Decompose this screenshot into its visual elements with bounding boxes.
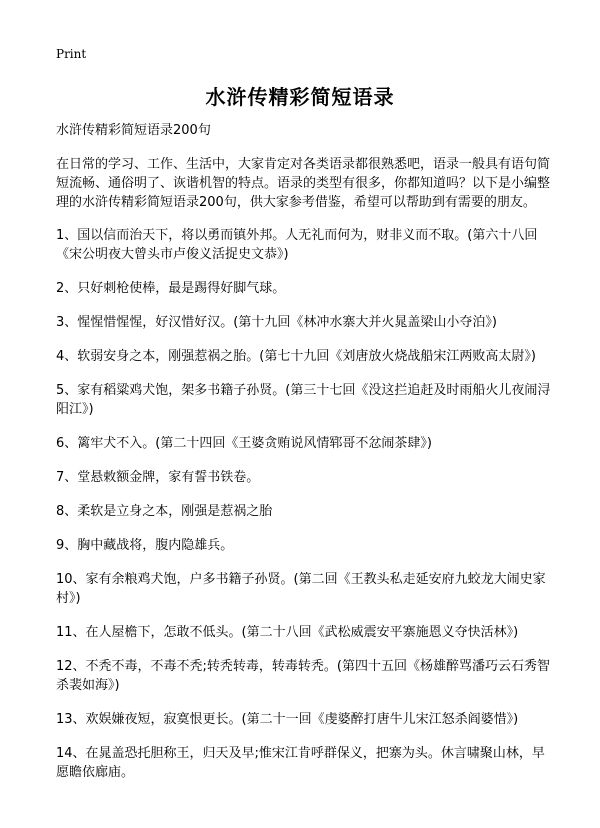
intro-paragraph: 在日常的学习、工作、生活中，大家肯定对各类语录都很熟悉吧，语录一般具有语句简短流畅、通俗明了、诙谐机智的特点。语录的类型有很多，你都知道吗？以下是小编整理的水浒传精彩简短语录200句，供大家参考借鉴，希望可以帮助到有需要的朋友。 (56, 157, 551, 210)
list-item: 1、国以信而治天下，将以勇而镇外邦。人无礼而何为，财非义而不取。(第六十八回《宋公明夜大曾头市卢俊义活捉史文恭》) (56, 228, 538, 262)
list-item: 3、惺惺惜惺惺，好汉惜好汉。(第十九回《林冲水寨大并火晁盖梁山小夺泊》) (56, 315, 497, 330)
page-title: 水浒传精彩简短语录 (205, 85, 395, 109)
list-item: 13、欢娱嫌夜短，寂寞恨更长。(第二十一回《虔婆醉打唐牛儿宋江怒杀阎婆惜》) (56, 712, 519, 727)
list-item: 11、在人屋檐下，怎敢不低头。(第二十八回《武松威震安平寨施恩义夺快活林》) (56, 625, 519, 640)
list-item: 14、在晁盖恐托胆称王，归天及早;惟宋江肯呼群保义，把寨为头。休言啸聚山林，早愿瞻依廊庙。 (56, 746, 545, 780)
list-item: 12、不秃不毒，不毒不秃;转秃转毒，转毒转秃。(第四十五回《杨雄醉骂潘巧云石秀智杀裴如海》) (56, 659, 550, 693)
list-item: 8、柔软是立身之本，刚强是惹祸之胎 (56, 504, 273, 519)
list-item: 5、家有稻粱鸡犬饱，架多书籍子孙贤。(第三十七回《没这拦追赶及时雨船火儿夜闹浔阳江》) (56, 383, 551, 417)
list-item: 6、篱牢犬不入。(第二十四回《王婆贪贿说风情郓哥不忿闹茶肆》) (56, 436, 432, 451)
article-subtitle: 水浒传精彩简短语录200句 (56, 123, 211, 138)
print-link[interactable]: Print (56, 47, 87, 61)
list-item: 9、胸中藏战将，腹内隐雄兵。 (56, 538, 234, 553)
article-body (56, 121, 556, 797)
quote-list (56, 226, 556, 782)
list-item: 2、只好刺枪使棒，最是踢得好脚气球。 (56, 281, 286, 296)
list-item: 10、家有余粮鸡犬饱，户多书籍子孙贤。(第二回《王教头私走延安府九蛟龙大闹史家村》) (56, 572, 546, 606)
list-item: 4、软弱安身之本，刚强惹祸之胎。(第七十九回《刘唐放火烧战船宋江两败高太尉》) (56, 349, 536, 364)
list-item: 7、堂悬敕额金牌，家有誓书铁卷。 (56, 470, 260, 485)
